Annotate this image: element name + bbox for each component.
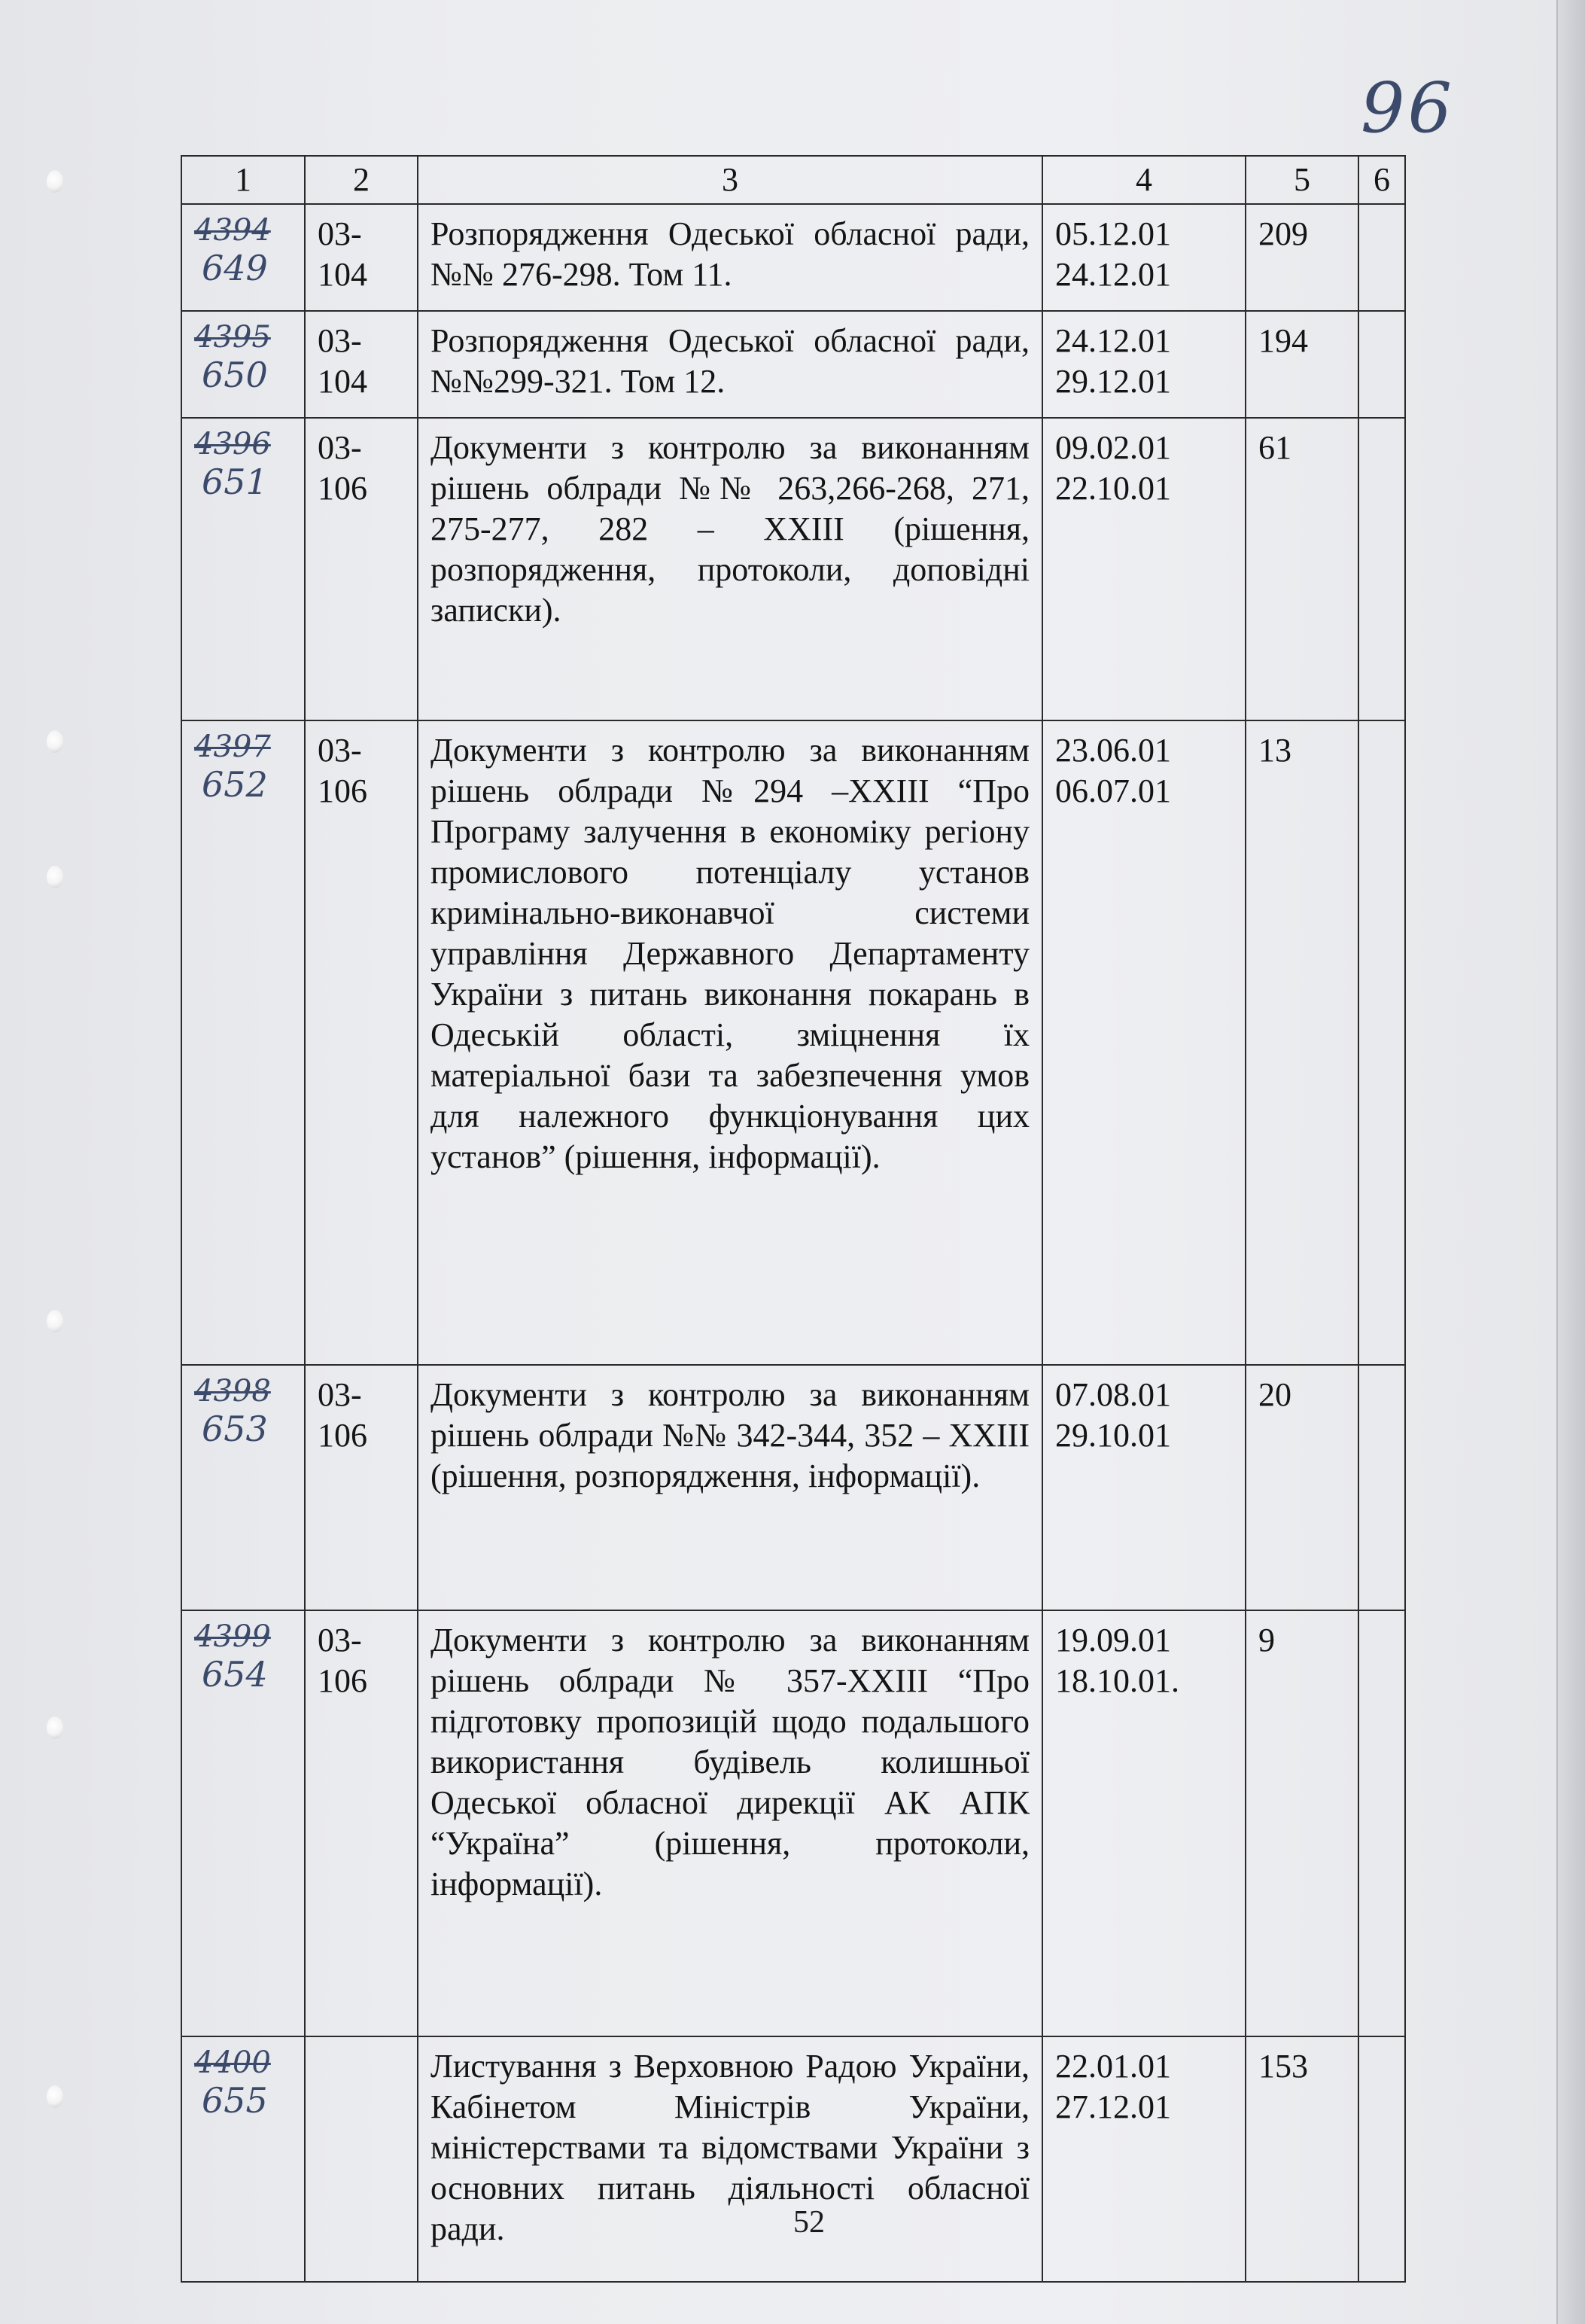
binding-hole — [47, 1716, 63, 1739]
table-row — [181, 418, 1405, 720]
note-cell — [1358, 418, 1405, 720]
date-from: 19.09.01 — [1055, 1622, 1171, 1658]
note-cell — [1358, 1365, 1405, 1610]
column-header: 3 — [418, 156, 1042, 204]
case-title-cell: Документи з контролю за виконанням рішень облради №№ 263,266-268, 271, 275-277, 282 – XXIII (рішення, розпорядження, протоколи, доповідні записки). — [418, 418, 1042, 720]
binder-spine — [1556, 0, 1585, 2324]
sheet-number: 96 — [1361, 68, 1456, 148]
date-to: 22.10.01 — [1055, 470, 1171, 507]
old-case-number: 4397 — [194, 729, 271, 764]
note-cell — [1358, 1610, 1405, 2036]
date-to: 18.10.01. — [1055, 1662, 1179, 1699]
date-from: 23.06.01 — [1055, 732, 1171, 769]
date-from: 07.08.01 — [1055, 1376, 1171, 1413]
date-from: 09.02.01 — [1055, 429, 1171, 466]
binding-hole — [47, 2085, 63, 2108]
column-header: 4 — [1042, 156, 1246, 204]
sheet-count-cell: 209 — [1246, 204, 1358, 311]
sheet-count-cell: 20 — [1246, 1365, 1358, 1610]
case-title-cell: Документи з контролю за виконанням рішень облради №№ 342-344, 352 – XXIII (рішення, розпорядження, інформації). — [418, 1365, 1042, 1610]
case-number-cell — [181, 1365, 305, 1610]
table-row — [181, 311, 1405, 418]
note-cell — [1358, 2036, 1405, 2282]
note-cell — [1358, 311, 1405, 418]
column-header: 2 — [305, 156, 418, 204]
index-cell: 03- 106 — [305, 418, 418, 720]
new-case-number: 654 — [202, 1654, 268, 1695]
table-row — [181, 1610, 1405, 2036]
date-to: 29.10.01 — [1055, 1417, 1171, 1454]
case-title-cell: Листування з Верховною Радою України, Кабінетом Міністрів України, міністерствами та відомствами України з основних питань діяльності обласної ради. — [418, 2036, 1042, 2282]
case-title-cell: Документи з контролю за виконанням рішень облради № 357-XXIII “Про підготовку пропозицій щодо подальшого використання будівель колишньої Одеської обласної дирекції АК АПК “Україна” (рішення, протоколи, інформації). — [418, 1610, 1042, 2036]
case-number-cell — [181, 418, 305, 720]
binding-hole — [47, 170, 63, 193]
table-row — [181, 2036, 1405, 2282]
date-range-cell — [1042, 418, 1246, 720]
date-from: 24.12.01 — [1055, 322, 1171, 359]
index-cell: 03- 104 — [305, 204, 418, 311]
date-range-cell — [1042, 2036, 1246, 2282]
sheet-count-cell: 61 — [1246, 418, 1358, 720]
case-number-cell — [181, 311, 305, 418]
new-case-number: 653 — [202, 1409, 268, 1449]
date-to: 27.12.01 — [1055, 2088, 1171, 2125]
index-cell: 03- 106 — [305, 1610, 418, 2036]
date-range-cell — [1042, 204, 1246, 311]
new-case-number: 651 — [202, 461, 268, 502]
binding-hole — [47, 1310, 63, 1333]
case-title-cell: Розпорядження Одеської обласної ради, №№299-321. Том 12. — [418, 311, 1042, 418]
index-cell — [305, 2036, 418, 2282]
sheet-count-cell: 13 — [1246, 720, 1358, 1365]
date-to: 24.12.01 — [1055, 256, 1171, 293]
table-row — [181, 1365, 1405, 1610]
header-row — [181, 156, 1405, 204]
binding-hole — [47, 866, 63, 888]
new-case-number: 652 — [202, 764, 268, 805]
new-case-number: 655 — [202, 2080, 268, 2121]
index-cell: 03- 106 — [305, 720, 418, 1365]
old-case-number: 4400 — [194, 2045, 271, 2080]
index-cell: 03- 106 — [305, 1365, 418, 1610]
case-title-cell: Розпорядження Одеської обласної ради, №№ 276-298. Том 11. — [418, 204, 1042, 311]
sheet-count-cell: 9 — [1246, 1610, 1358, 2036]
case-number-cell — [181, 204, 305, 311]
old-case-number: 4398 — [194, 1374, 271, 1409]
date-range-cell — [1042, 311, 1246, 418]
column-header: 5 — [1246, 156, 1358, 204]
note-cell — [1358, 204, 1405, 311]
date-to: 06.07.01 — [1055, 772, 1171, 809]
inventory-table — [181, 155, 1406, 2283]
case-number-cell — [181, 720, 305, 1365]
binding-hole — [47, 730, 63, 753]
table-row — [181, 720, 1405, 1365]
date-range-cell — [1042, 1365, 1246, 1610]
page-number: 52 — [793, 2205, 825, 2240]
index-cell: 03- 104 — [305, 311, 418, 418]
date-from: 22.01.01 — [1055, 2048, 1171, 2085]
note-cell — [1358, 720, 1405, 1365]
column-header: 6 — [1358, 156, 1405, 204]
old-case-number: 4399 — [194, 1619, 271, 1654]
old-case-number: 4394 — [194, 213, 271, 248]
column-header: 1 — [181, 156, 305, 204]
date-range-cell — [1042, 720, 1246, 1365]
case-number-cell — [181, 2036, 305, 2282]
new-case-number: 650 — [202, 355, 268, 395]
old-case-number: 4395 — [194, 320, 271, 355]
new-case-number: 649 — [202, 248, 268, 288]
case-title-cell: Документи з контролю за виконанням рішень облради №294 –XXIII “Про Програму залучення в економіку регіону промислового потенціалу установ кримінально-виконавчої системи управління Державного Департаменту України з питань виконання покарань в Одеській області, зміцнення їх матеріальної бази та забезпечення умов для належного функціонування цих установ” (рішення, інформації). — [418, 720, 1042, 1365]
old-case-number: 4396 — [194, 427, 271, 461]
table-row — [181, 204, 1405, 311]
date-range-cell — [1042, 1610, 1246, 2036]
sheet-count-cell: 194 — [1246, 311, 1358, 418]
case-number-cell — [181, 1610, 305, 2036]
sheet-count-cell: 153 — [1246, 2036, 1358, 2282]
date-from: 05.12.01 — [1055, 215, 1171, 252]
date-to: 29.12.01 — [1055, 363, 1171, 400]
